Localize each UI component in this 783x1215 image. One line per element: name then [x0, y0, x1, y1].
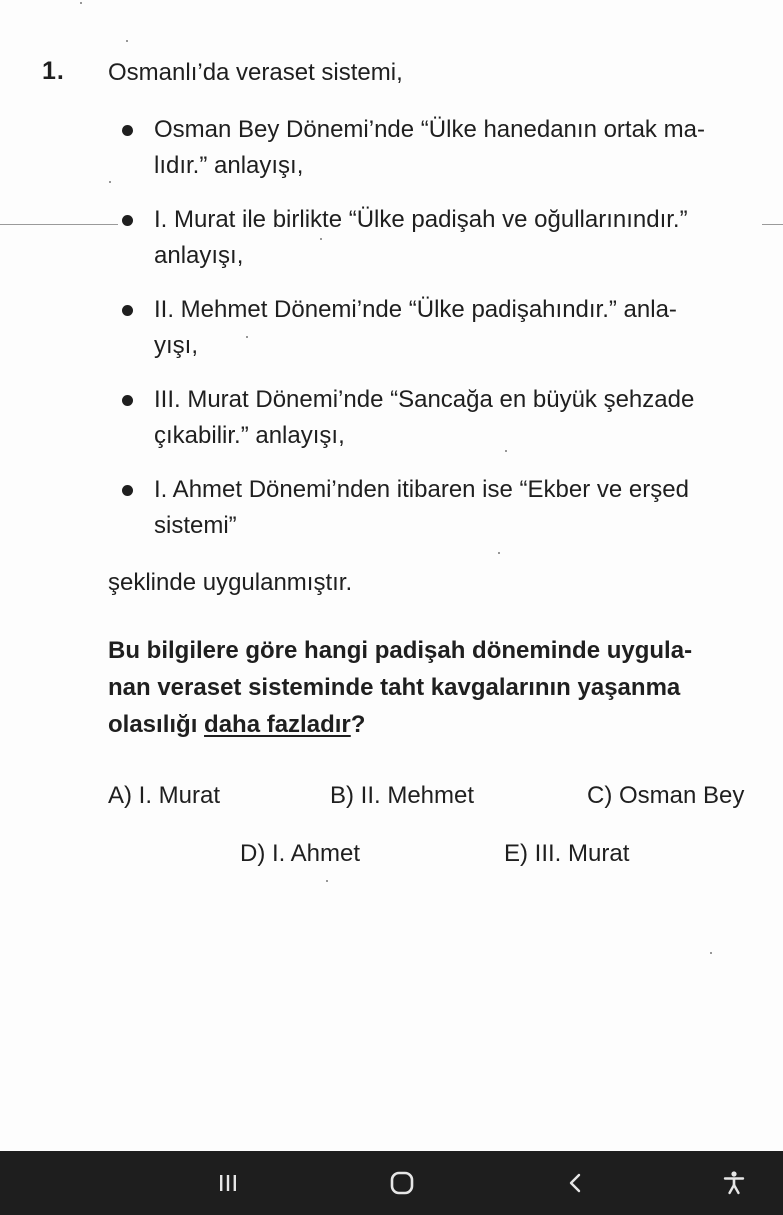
prompt-text: olasılığı — [108, 711, 205, 738]
bullet-item — [122, 202, 767, 274]
option-a[interactable]: A) I. Murat — [108, 782, 221, 809]
scan-speck — [109, 181, 111, 183]
prompt-question-mark: ? — [350, 711, 366, 738]
scan-speck — [710, 952, 712, 954]
scan-artifact-line — [0, 224, 118, 225]
bullet-dot-icon — [122, 125, 133, 136]
bullet-item — [122, 382, 767, 454]
scan-speck — [80, 2, 82, 4]
bullet-dot-icon — [122, 215, 133, 226]
option-c[interactable]: C) Osman Bey — [587, 782, 745, 809]
bullet-dot-icon — [122, 395, 133, 406]
bullet-list — [122, 112, 767, 562]
option-d[interactable]: D) I. Ahmet — [240, 840, 361, 867]
accessibility-icon — [721, 1170, 747, 1196]
conclusion-text: şeklinde uygulanmıştır. — [108, 569, 353, 596]
prompt-line: nan veraset sisteminde taht kavgalarının yaşanma — [108, 674, 681, 701]
home-button[interactable] — [378, 1163, 426, 1203]
bullet-text-line1: Osman Bey Dönemi’nde “Ülke hanedanın ortak ma- — [154, 116, 705, 143]
scan-speck — [326, 880, 328, 882]
option-e[interactable]: E) III. Murat — [504, 840, 630, 867]
bullet-text-line2: lıdır.” anlayışı, — [154, 152, 304, 179]
bullet-text-line2: anlayışı, — [154, 242, 244, 269]
option-b[interactable]: B) II. Mehmet — [330, 782, 475, 809]
home-icon — [389, 1170, 415, 1196]
bullet-text-line2: sistemi” — [154, 512, 237, 539]
prompt-line: Bu bilgilere göre hangi padişah döneminde uygula- — [108, 637, 693, 664]
back-icon — [565, 1172, 587, 1194]
bullet-text-line1: I. Ahmet Dönemi’nden itibaren ise “Ekber ve erşed — [154, 476, 689, 503]
prompt-line — [108, 706, 768, 743]
bullet-dot-icon — [122, 305, 133, 316]
question-number: 1. — [42, 57, 65, 85]
accessibility-button[interactable] — [710, 1163, 758, 1203]
scan-speck — [126, 40, 128, 42]
bullet-item — [122, 292, 767, 364]
bullet-item — [122, 112, 767, 184]
system-navigation-bar — [0, 1151, 783, 1215]
prompt-emphasis: daha fazladır — [204, 711, 351, 738]
question-prompt — [108, 632, 768, 743]
bullet-item — [122, 472, 767, 544]
bullet-dot-icon — [122, 485, 133, 496]
bullet-text-line1: I. Murat ile birlikte “Ülke padişah ve oğullarınındır.” — [154, 206, 688, 233]
bullet-text-line2: çıkabilir.” anlayışı, — [154, 422, 345, 449]
bullet-text-line2: yışı, — [154, 332, 199, 359]
back-button[interactable] — [552, 1163, 600, 1203]
bullet-text-line1: III. Murat Dönemi’nde “Sancağa en büyük şehzade — [154, 386, 695, 413]
recent-apps-icon — [217, 1172, 239, 1194]
question-intro: Osmanlı’da veraset sistemi, — [108, 59, 403, 86]
recent-apps-button[interactable] — [204, 1163, 252, 1203]
bullet-text-line1: II. Mehmet Dönemi’nde “Ülke padişahındır.” anla- — [154, 296, 677, 323]
